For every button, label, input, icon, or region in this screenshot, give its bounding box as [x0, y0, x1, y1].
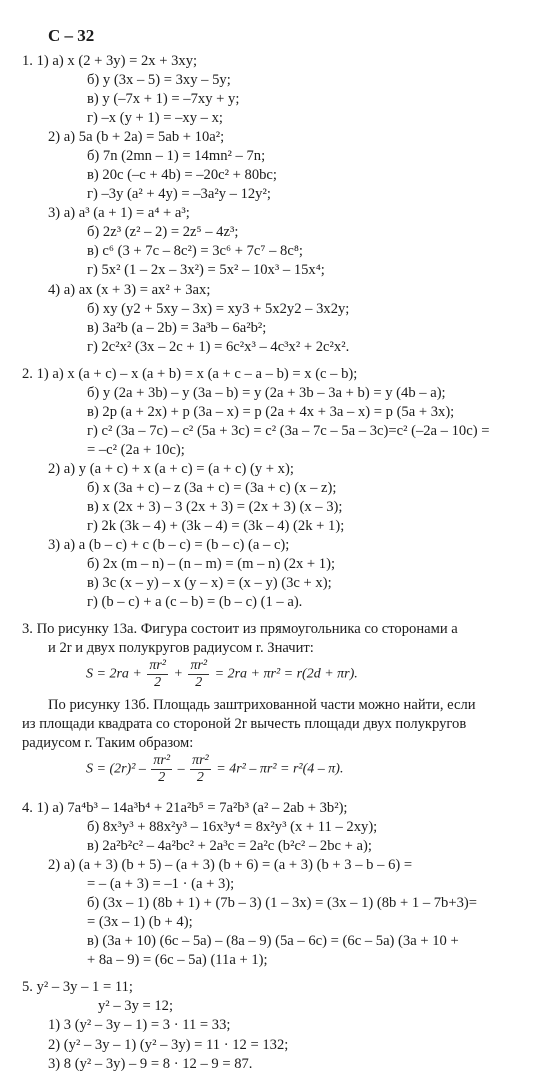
line-44: 5. y² – 3y – 1 = 11; — [22, 979, 133, 995]
line-10: б) 2z³ (z² – 2) = 2z⁵ – 4z³; — [87, 224, 239, 240]
formula-2-rhs: = 4r² – πr² = r²(4 – π). — [216, 761, 344, 777]
formula-1-lhs: S = 2ra + — [86, 666, 142, 682]
line-18: б) y (2a + 3b) – y (3a – b) = y (2a + 3b – 3a + b) = y (4b – a); — [87, 385, 446, 401]
line-21: = –c² (2a + 10c); — [87, 442, 185, 458]
formula-1-fraction-1 — [147, 658, 168, 691]
line-13: 4) а) ax (x + 3) = ax² + 3ax; — [48, 282, 211, 298]
line-27: б) 2x (m – n) – (n – m) = (m – n) (2x + 1); — [87, 556, 336, 572]
line-45: y² – 3y = 12; — [98, 998, 174, 1014]
line-8: г) –3y (a² + 4y) = –3a²y – 12y²; — [87, 186, 271, 202]
line-20: г) c² (3a – 7c) – c² (5a + 3c) = c² (3a – 7c – 5a – 3c)=c² (–2a – 10c) = — [87, 423, 490, 439]
line-30: 3. По рисунку 13а. Фигура состоит из прямоугольника со сторонами a — [22, 621, 458, 637]
line-26: 3) а) a (b – c) + c (b – c) = (b – c) (a – c); — [48, 537, 290, 553]
line-15: в) 3a²b (a – 2b) = 3a³b – 6a²b²; — [87, 320, 267, 336]
line-25: г) 2k (3k – 4) + (3k – 4) = (3k – 4) (2k + 1); — [87, 518, 345, 534]
line-33: из площади квадрата со стороной 2r вычесть площади двух полукругов — [22, 716, 467, 732]
line-32: По рисунку 13б. Площадь заштрихованной части можно найти, если — [48, 697, 476, 713]
line-11: в) c⁶ (3 + 7c – 8c²) = 3c⁶ + 7c⁷ – 8c⁸; — [87, 243, 303, 259]
line-43: + 8a – 9) = (6c – 5a) (11a + 1); — [87, 952, 268, 968]
line-p1: 1. 1) а) x (2 + 3y) = 2x + 3xy; — [22, 53, 198, 69]
formula-1-fraction-2 — [188, 658, 209, 691]
line-3: в) y (–7x + 1) = –7xy + y; — [87, 91, 240, 107]
line-17: 2. 1) а) x (a + c) – x (a + b) = x (a + c – a – b) = x (c – b); — [22, 366, 358, 382]
formula-1-frac2-den: 2 — [195, 675, 203, 690]
formula-2-lhs: S = (2r)² – — [86, 761, 146, 777]
formula-2-frac1-den: 2 — [158, 770, 166, 785]
line-38: 2) а) (a + 3) (b + 5) – (a + 3) (b + 6) = (a + 3) (b + 3 – b – 6) = — [48, 857, 413, 873]
line-12: г) 5x² (1 – 2x – 3x²) = 5x² – 10x³ – 15x⁴; — [87, 262, 325, 278]
line-36: б) 8x³y³ + 88x²y³ – 16x³y⁴ = 8x²y³ (x + 11 – 2xy); — [87, 819, 378, 835]
line-31: и 2r и двух полукругов радиусом r. Значит: — [48, 640, 314, 656]
line-6: б) 7n (2mn – 1) = 14mn² – 7n; — [87, 148, 266, 164]
line-23: б) x (3a + c) – z (3a + c) = (3a + c) (x – z); — [87, 480, 337, 496]
line-24: в) x (2x + 3) – 3 (2x + 3) = (2x + 3) (x – 3); — [87, 499, 343, 515]
line-46: 1) 3 (y² – 3y – 1) = 3 · 11 = 33; — [48, 1017, 231, 1033]
line-29: г) (b – c) + a (c – b) = (b – c) (1 – a). — [87, 594, 303, 610]
line-7: в) 20c (–c + 4b) = –20c² + 80bc; — [87, 167, 277, 183]
formula-1-frac2-num: πr² — [190, 658, 208, 673]
formula-2-minus: – — [177, 761, 185, 777]
line-41: = (3x – 1) (b + 4); — [87, 914, 193, 930]
line-42: в) (3a + 10) (6c – 5a) – (8a – 9) (5a – 6c) = (6c – 5a) (3a + 10 + — [87, 933, 459, 949]
line-5: 2) а) 5a (b + 2a) = 5ab + 10a²; — [48, 129, 225, 145]
line-47: 2) (y² – 3y – 1) (y² – 3y) = 11 · 12 = 132; — [48, 1037, 289, 1053]
formula-1-plus: + — [173, 666, 183, 682]
line-19: в) 2p (a + 2x) + p (3a – x) = p (2a + 4x + 3a – x) = p (5a + 3x); — [87, 404, 455, 420]
formula-2-frac1-num: πr² — [153, 753, 171, 768]
formula-2-fraction-2 — [190, 753, 211, 786]
line-34: радиусом r. Таким образом: — [22, 735, 194, 751]
line-9: 3) а) a³ (a + 1) = a⁴ + a³; — [48, 205, 190, 221]
formula-1 — [86, 658, 358, 691]
formula-1-frac1-den: 2 — [154, 675, 162, 690]
line-40: б) (3x – 1) (8b + 1) + (7b – 3) (1 – 3x) = (3x – 1) (8b + 1 – 7b+3)= — [87, 895, 477, 911]
formula-1-rhs: = 2ra + πr² = r(2d + πr). — [214, 666, 358, 682]
formula-2 — [86, 753, 343, 786]
line-28: в) 3c (x – y) – x (y – x) = (x – y) (3c + x); — [87, 575, 332, 591]
formula-2-frac2-den: 2 — [196, 770, 204, 785]
line-35: 4. 1) а) 7a⁴b³ – 14a³b⁴ + 21a²b⁵ = 7a²b³ (a² – 2ab + 3b²); — [22, 800, 348, 816]
line-4: г) –x (y + 1) = –xy – x; — [87, 110, 223, 126]
page-title: С – 32 — [48, 26, 95, 45]
formula-2-frac2-num: πr² — [192, 753, 209, 768]
line-37: в) 2a²b²c² – 4a²bc² + 2a³c = 2a²c (b²c² – 2bc + a); — [87, 838, 372, 854]
line-14: б) xy (y2 + 5xy – 3x) = xy3 + 5x2y2 – 3x2y; — [87, 301, 350, 317]
line-48: 3) 8 (y² – 3y) – 9 = 8 · 12 – 9 = 87. — [48, 1056, 253, 1072]
formula-2-fraction-1 — [151, 753, 172, 786]
line-16: г) 2c²x² (3x – 2c + 1) = 6c²x³ – 4c³x² + 2c²x². — [87, 339, 350, 355]
formula-1-frac1-num: πr² — [149, 658, 167, 673]
line-22: 2) а) y (a + c) + x (a + c) = (a + c) (y + x); — [48, 461, 294, 477]
line-39: = – (a + 3) = –1 · (a + 3); — [87, 876, 235, 892]
line-2: б) y (3x – 5) = 3xy – 5y; — [87, 72, 231, 88]
